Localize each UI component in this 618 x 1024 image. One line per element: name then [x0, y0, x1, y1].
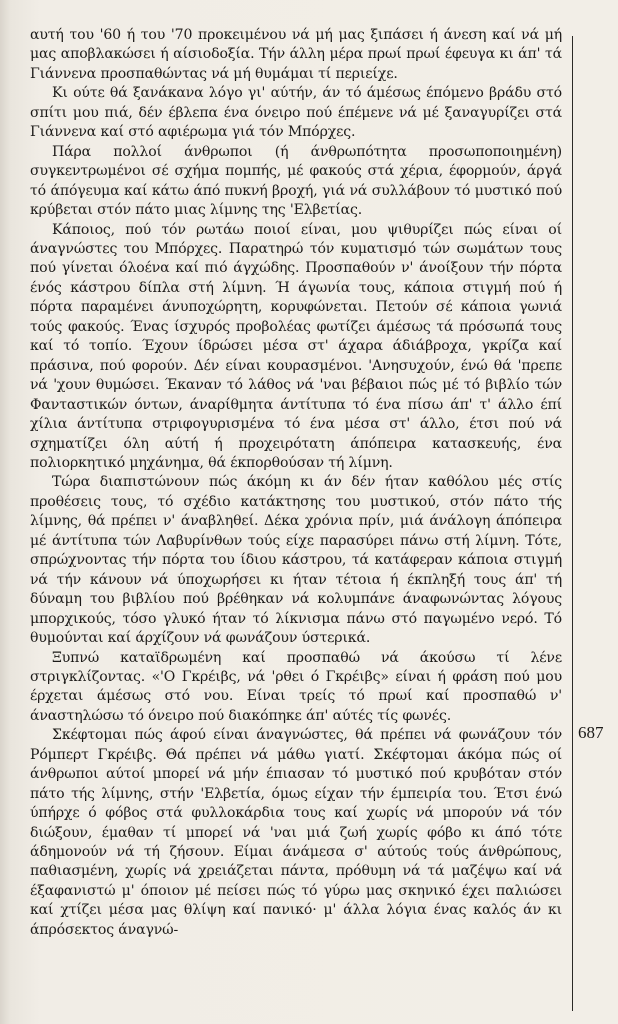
paragraph-3: Πάρα πολλοί άνθρωποι (ή άνθρωπότητα προσωποποιημένη) συγκεντρωμένοι σέ σχήμα πομπής, μέ φακούς στά χέρια, έφορμούν, άργά τό άπόγευμα καί κάτω άπό πυκνή βροχή, γιά νά συλλάβουν τό μυστικό πού κρύβεται στόν πάτο μιας λίμνης της 'Ελβετίας.	[30, 143, 562, 219]
paragraph-2: Κι ούτε θά ξανάκανα λόγο γι' αύτήν, άν τό άμέσως έπόμενο βράδυ στό σπίτι μου πιά, δέν έβλεπα ένα όνειρο πού έπέμενε νά μέ ξαναγυρίζει στά Γιάννενα καί στό αφιέρωμα γιά τόν Μπόρχες.	[30, 85, 562, 141]
paragraph-7: Σκέφτομαι πώς άφού είναι άναγνώστες, θά πρέπει νά φωνάζουν τόν Ρόμπερτ Γκρέιβς. Θά πρέπει νά μάθω γιατί. Σκέφτομαι άκόμα πώς οί άνθρωποι αύτοί μπορεί νά μήν έπιασαν τό μυστικό πού κρυβόταν στόν πάτο τής λίμνης, στήν 'Ελβετία, όμως είχαν τήν έμπειρία του. Έτσι ένώ ύπήρχε ό φόβος στά φυλλοκάρδια τους καί χωρίς νά μπορούν νά τόν διώξουν, έμαθαν τί μπορεί νά 'ναι μιά ζωή χωρίς φόβο κι άπό τότε άδημονούν νά τή ζήσουν. Είμαι άνάμεσα σ' αύτούς τούς άνθρώπους, παθιασμένη, χωρίς νά χρειάζεται πάντα, πρόθυμη νά τά μαζέψω καί νά έξαφανιστώ μ' όποιον μέ πείσει πώς τό γύρω μας σκηνικό έχει παλιώσει καί χτίζει μέσα μας θλίψη καί πανικό· μ' άλλα λόγια ένας καλός άν κι άπρόσεκτος άναγνώ-	[30, 727, 562, 938]
body-text	[30, 26, 562, 940]
paragraph-4: Κάποιος, πού τόν ρωτάω ποιοί είναι, μου ψιθυρίζει πώς είναι οί άναγνώστες του Μπόρχες. Παρατηρώ τόν κυματισμό τών σωμάτων τους πού γίνεται όλοένα καί πιό άγχώδης. Προσπαθούν ν' άνοίξουν τήν πόρτα ένός κάστρου δίπλα στή λίμνη. Ή άγωνία τους, κάποια στιγμή πού ή πόρτα παραμένει άνυποχώρητη, κορυφώνεται. Πετούν σέ κάποια γωνιά τούς φακούς. Ένας ίσχυρός προβολέας φωτίζει άμέσως τά πρόσωπά τους καί τό τοπίο. Έχουν ίδρώσει μέσα στ' άχαρα άδιάβροχα, γκρίζα καί πράσινα, πού φορούν. Δέν είναι κουρασμένοι. 'Ανησυχούν, ένώ θά 'πρεπε νά 'χουν θυμώσει. Έκαναν τό λάθος νά 'ναι βέβαιοι πώς μέ τό βιβλίο τών Φανταστικών όντων, άναρίθμητα άντίτυπα τό ένα πίσω άπ' τ' άλλο έπί χίλια άντίτυπα στριφογυρισμένα τό ένα μέσα στ' άλλο, έτσι πού νά σχηματίζει όλη αύτή ή προχειρότατη άπόπειρα κατασκευής, ένα πολιορκητικό μηχάνημα, θά έκπορθούσαν τή λίμνη.	[30, 221, 562, 471]
paragraph-1: αυτή του '60 ή του '70 προκειμένου νά μή μας ξιπάσει ή άνεση καί νά μή μας αποβλακώσει ή αίσιοδοξία. Τήν άλλη μέρα πρωί πρωί έφευγα κι άπ' τά Γιάννενα προσπαθώντας νά μή θυμάμαι τί περιείχε.	[30, 27, 562, 82]
paragraph-6: Ξυπνώ καταϊδρωμένη καί προσπαθώ νά άκούσω τί λένε στριγκλίζοντας. «'Ο Γκρέιβς, νά 'ρθει ό Γκρέιβς» είναι ή φράση πού μου έρχεται άμέσως στό νου. Είναι τρείς τό πρωί καί προσπαθώ ν' άναστηλώσω τό όνειρο πού διακόπηκε άπ' αύτές τίς φωνές.	[30, 649, 562, 724]
margin-rule	[572, 36, 573, 1011]
page-number: 687	[578, 723, 604, 742]
paragraph-5: Τώρα διαπιστώνουν πώς άκόμη κι άν δέν ήταν καθόλου μές στίς προθέσεις τους, τό σχέδιο κατάκτησης του μυστικού, στόν πάτο τής λίμνης, θά πρέπει ν' άναβληθεί. Δέκα χρόνια πρίν, μιά άνάλογη άπόπειρα μέ άντίτυπα τών Λαβυρίνθων τούς είχε παρασύρει πάνω στή λίμνη. Τότε, σπρώχνοντας τήν πόρτα του ίδιου κάστρου, τά κατάφεραν κάποια στιγμή νά τήν κάνουν νά ύποχωρήσει κι ήταν τέτοια ή έκπληξή τους άπ' τή δύναμη του βιβλίου πού βρέθηκαν νά κολυμπάνε άναφωνώντας λόγους μπορχικούς, τόσο γλυκό ήταν τό λίκνισμα πάνω στό παγωμένο νερό. Τό θυμούνται καί άρχίζουν νά φωνάζουν ύστερικά.	[30, 474, 562, 647]
